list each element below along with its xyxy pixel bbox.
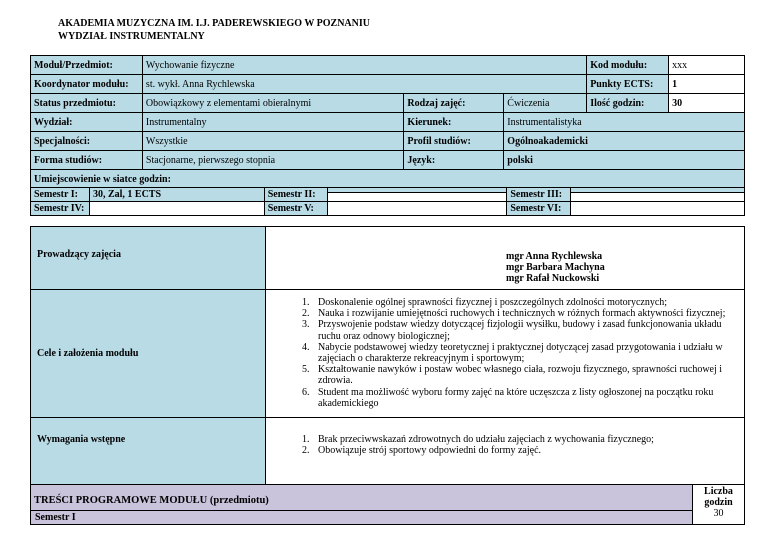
ects-value: 1 — [669, 75, 745, 94]
module-info-table — [30, 55, 745, 193]
cele-item: 6. Student ma możliwość wyboru formy zajęć na które uczęszcza z listy ogłoszonej na początku roku akademickiego — [312, 387, 738, 409]
cele-list — [312, 297, 738, 409]
hours-value: 30 — [713, 508, 724, 519]
cele-item: 1. Doskonalenie ogólnej sprawności fizycznej i poszczególnych zdolności motorycznych; — [312, 297, 738, 308]
profil-value: Ogólnoakademicki — [504, 132, 745, 151]
semestr-4-label: Semestr IV: — [31, 202, 90, 216]
wydzial-value: Instrumentalny — [142, 113, 404, 132]
ects-label: Punkty ECTS: — [587, 75, 669, 94]
semestr-3-value — [571, 188, 745, 202]
document-header — [58, 17, 370, 43]
umiejscowienie-label: Umiejscowienie w siatce godzin: — [31, 170, 745, 193]
liczba-godzin-header — [693, 485, 745, 525]
tresci-title: TREŚCI PROGRAMOWE MODUŁU (przedmiotu) — [31, 485, 693, 511]
semestr-4-value — [89, 202, 264, 216]
module-details-table — [30, 226, 745, 486]
rodzaj-label: Rodzaj zajęć: — [404, 94, 504, 113]
semestr-6-value — [571, 202, 745, 216]
cele-item: 3. Przyswojenie podstaw wiedzy dotyczącej fizjologii wysiłku, budowy i zasad funkcjonowania układu ruchu oraz odnowy biologicznej; — [312, 319, 738, 341]
cele-item: 2. Nauka i rozwijanie umiejętności ruchowych i technicznych w różnych formach aktywności fizycznej; — [312, 308, 738, 319]
prowadzacy-2: mgr Barbara Machyna — [506, 262, 605, 273]
semestr-5-label: Semestr V: — [264, 202, 327, 216]
cele-item: 4. Nabycie podstawowej wiedzy teoretycznej i praktycznej dotyczącej zasad przygotowania i udziału w zajęciach o charakterze rekreacyjnym i sportowym; — [312, 342, 738, 364]
modul-label: Moduł/Przedmiot: — [31, 56, 143, 75]
wymagania-item: 2. Obowiązuje strój sportowy odpowiedni do formy zajęć. — [312, 445, 738, 456]
semestr-5-value — [327, 202, 507, 216]
status-label: Status przedmiotu: — [31, 94, 143, 113]
semestr-3-label: Semestr III: — [507, 188, 571, 202]
wymagania-content — [266, 418, 745, 486]
semestr-2-label: Semestr II: — [264, 188, 327, 202]
semestr-row-label: Semestr I — [31, 511, 693, 525]
wydzial-label: Wydział: — [31, 113, 143, 132]
academy-name: AKADEMIA MUZYCZNA IM. I.J. PADEREWSKIEGO W POZNANIU — [58, 18, 370, 29]
wymagania-item: 1. Brak przeciwwskazań zdrowotnych do udziału zajęciach z wychowania fizycznego; — [312, 434, 738, 445]
profil-label: Profil studiów: — [404, 132, 504, 151]
semestr-6-label: Semestr VI: — [507, 202, 571, 216]
koordynator-label: Koordynator modułu: — [31, 75, 143, 94]
koordynator-value: st. wykł. Anna Rychlewska — [142, 75, 586, 94]
prowadzacy-1: mgr Anna Rychlewska — [506, 251, 603, 262]
modul-value: Wychowanie fizyczne — [142, 56, 586, 75]
rodzaj-value: Ćwiczenia — [504, 94, 587, 113]
status-value: Obowiązkowy z elementami obieralnymi — [142, 94, 404, 113]
cele-label: Cele i założenia modułu — [31, 290, 266, 418]
jezyk-label: Język: — [404, 151, 504, 170]
prowadzacy-list — [266, 227, 745, 290]
wymagania-list — [312, 434, 738, 456]
prowadzacy-3: mgr Rafał Nuckowski — [506, 273, 600, 284]
ilosc-label: Ilość godzin: — [587, 94, 669, 113]
ilosc-value: 30 — [669, 94, 745, 113]
wymagania-label: Wymagania wstępne — [31, 418, 266, 486]
kierunek-value: Instrumentalistyka — [504, 113, 745, 132]
prowadzacy-label: Prowadzący zajęcia — [31, 227, 266, 290]
jezyk-value: polski — [504, 151, 745, 170]
semester-grid — [30, 187, 745, 216]
specjalnosci-label: Specjalności: — [31, 132, 143, 151]
cele-content — [266, 290, 745, 418]
faculty-name: WYDZIAŁ INSTRUMENTALNY — [58, 31, 205, 42]
cele-item: 5. Kształtowanie nawyków i postaw wobec własnego ciała, rozwoju fizycznego, sprawności ruchowej i zdrowia. — [312, 364, 738, 386]
forma-value: Stacjonarne, pierwszego stopnia — [142, 151, 404, 170]
kierunek-label: Kierunek: — [404, 113, 504, 132]
semestr-2-value — [327, 188, 507, 202]
semestr-1-label: Semestr I: — [31, 188, 90, 202]
liczba-label: Liczba — [704, 486, 733, 497]
semestr-1-value: 30, Zal, 1 ECTS — [89, 188, 264, 202]
kod-value: xxx — [669, 56, 745, 75]
godzin-label: godzin — [704, 497, 733, 508]
tresci-table — [30, 484, 745, 525]
kod-label: Kod modułu: — [587, 56, 669, 75]
forma-label: Forma studiów: — [31, 151, 143, 170]
specjalnosci-value: Wszystkie — [142, 132, 404, 151]
